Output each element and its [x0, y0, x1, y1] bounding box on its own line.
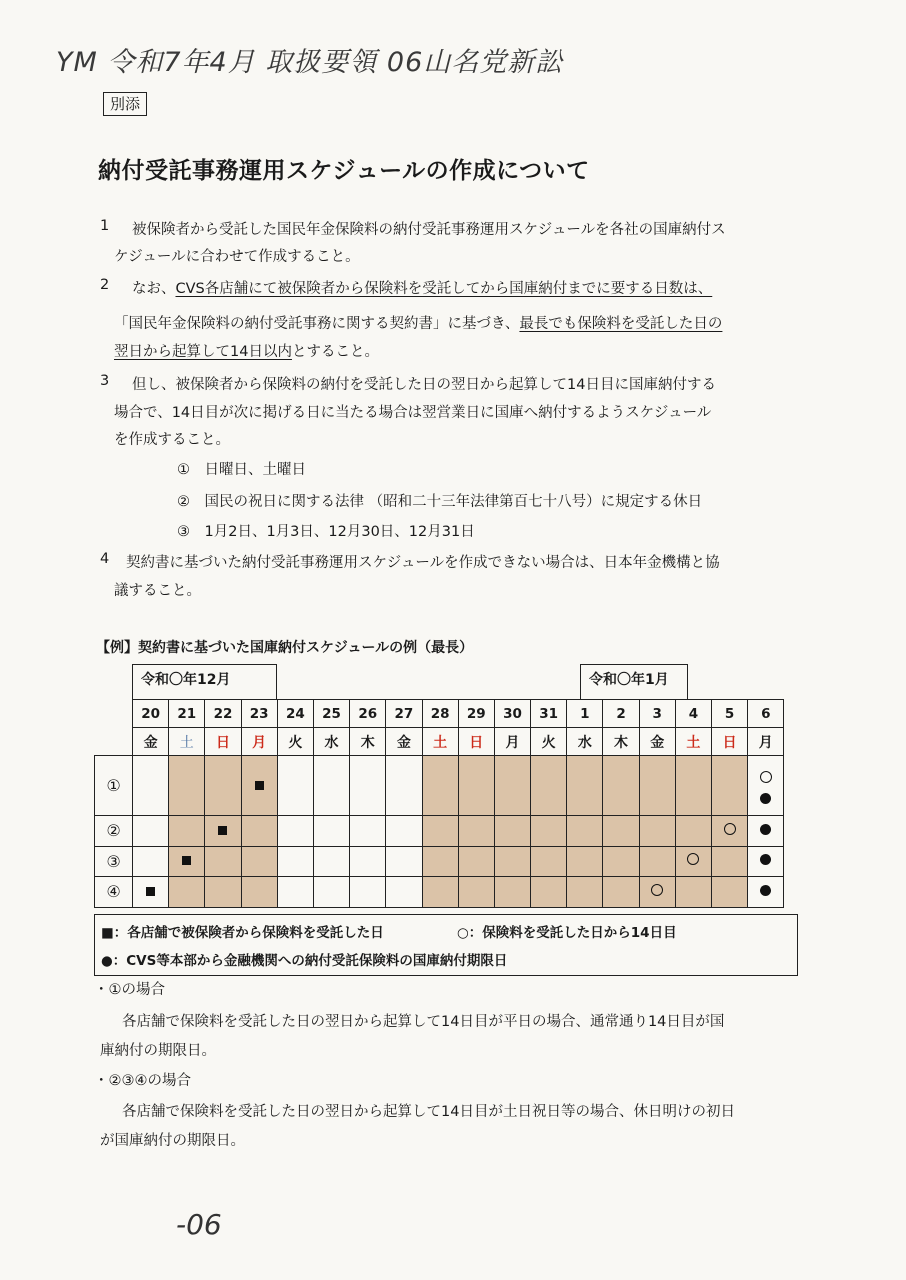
schedule-cell	[712, 846, 748, 877]
item-3-number: 3	[100, 373, 110, 389]
item-2-line-2: 「国民年金保険料の納付受託事務に関する契約書」に基づき、最長でも保険料を受託した日の	[114, 316, 723, 332]
schedule-cell	[494, 877, 530, 908]
date-cell: 22	[205, 700, 241, 728]
item-2-underlined-1: CVS各店舗にて被保険者から保険料を受託してから国庫納付までに要する日数は、	[175, 281, 713, 297]
schedule-cell	[386, 846, 422, 877]
date-cell: 28	[422, 700, 458, 728]
note-2-line-2: が国庫納付の期限日。	[100, 1133, 245, 1149]
received-marker	[255, 781, 264, 790]
schedule-cell	[748, 756, 784, 816]
item-1-number: 1	[100, 218, 110, 234]
schedule-cell	[169, 846, 205, 877]
date-cell: 24	[277, 700, 313, 728]
weekday-cell: 日	[205, 728, 241, 756]
schedule-cell	[277, 816, 313, 847]
schedule-cell	[241, 756, 277, 816]
day14-marker	[651, 884, 663, 896]
date-cell: 1	[567, 700, 603, 728]
row-label: ②	[95, 816, 133, 847]
item-2-underlined-3: 翌日から起算して14日以内	[114, 344, 292, 360]
received-marker	[218, 826, 227, 835]
legend-circle: ○：保険料を受託した日から14日目	[457, 925, 677, 941]
handwritten-header: YM 令和7年4月 取扱要領 06山名党新訟	[56, 47, 564, 78]
weekday-cell: 金	[639, 728, 675, 756]
schedule-cell	[386, 877, 422, 908]
schedule-row	[95, 846, 784, 877]
schedule-cell	[639, 756, 675, 816]
schedule-cell	[712, 816, 748, 847]
item-3-sub-3: ③ 1月2日、1月3日、12月30日、12月31日	[177, 524, 475, 540]
date-cell: 25	[313, 700, 349, 728]
schedule-cell	[133, 816, 169, 847]
schedule-cell	[350, 846, 386, 877]
schedule-cell	[205, 756, 241, 816]
schedule-cell	[531, 877, 567, 908]
date-cell: 4	[675, 700, 711, 728]
era-label-december: 令和〇年12月	[132, 664, 277, 699]
item-4-line-1: 契約書に基づいた納付受託事務運用スケジュールを作成できない場合は、日本年金機構と協	[126, 555, 720, 571]
schedule-cell	[277, 877, 313, 908]
schedule-cell	[241, 816, 277, 847]
item-3-line-1: 但し、被保険者から保険料の納付を受託した日の翌日から起算して14日目に国庫納付する	[132, 377, 716, 393]
weekday-cell: 日	[712, 728, 748, 756]
weekday-cell: 月	[748, 728, 784, 756]
page-number: -06	[176, 1208, 222, 1241]
schedule-cell	[748, 877, 784, 908]
received-marker	[146, 887, 155, 896]
date-cell: 3	[639, 700, 675, 728]
row-label: ③	[95, 846, 133, 877]
note-1-heading: ・①の場合	[94, 982, 165, 998]
item-3-sub-1: ① 日曜日、土曜日	[177, 462, 306, 478]
received-marker	[182, 856, 191, 865]
date-cell: 29	[458, 700, 494, 728]
deadline-marker	[760, 824, 771, 835]
document-title: 納付受託事務運用スケジュールの作成について	[98, 158, 590, 184]
note-1-line-1: 各店舗で保険料を受託した日の翌日から起算して14日目が平日の場合、通常通り14日目が国	[122, 1014, 725, 1030]
schedule-cell	[350, 877, 386, 908]
item-1-line-1: 被保険者から受託した国民年金保険料の納付受託事務運用スケジュールを各社の国庫納付ス	[132, 222, 726, 238]
schedule-cell	[567, 877, 603, 908]
legend-dot: ●：CVS等本部から金融機関への納付受託保険料の国庫納付期限日	[101, 953, 508, 969]
schedule-cell	[133, 756, 169, 816]
schedule-cell	[205, 816, 241, 847]
schedule-cell	[313, 756, 349, 816]
schedule-row	[95, 756, 784, 816]
item-2-line-3: 翌日から起算して14日以内とすること。	[114, 344, 379, 360]
item-4-line-2: 議すること。	[114, 583, 201, 599]
schedule-cell	[567, 756, 603, 816]
legend-box	[94, 914, 798, 976]
schedule-cell	[350, 756, 386, 816]
era-label-january: 令和〇年1月	[580, 664, 688, 699]
schedule-cell	[531, 756, 567, 816]
schedule-cell	[567, 816, 603, 847]
item-4-number: 4	[100, 551, 110, 567]
weekday-cell: 木	[603, 728, 639, 756]
item-2-number: 2	[100, 277, 110, 293]
schedule-cell	[675, 846, 711, 877]
item-2-line-1: なお、CVS各店舗にて被保険者から保険料を受託してから国庫納付までに要する日数は、	[132, 281, 713, 297]
schedule-cell	[241, 846, 277, 877]
weekday-cell: 月	[494, 728, 530, 756]
weekday-cell: 土	[675, 728, 711, 756]
item-3-line-3: を作成すること。	[114, 432, 230, 448]
schedule-cell	[712, 877, 748, 908]
weekday-cell: 金	[386, 728, 422, 756]
attachment-label: 別添	[103, 92, 147, 116]
item-3-sub-2: ② 国民の祝日に関する法律 （昭和二十三年法律第百七十八号）に規定する休日	[177, 494, 703, 510]
schedule-row	[95, 877, 784, 908]
schedule-cell	[133, 846, 169, 877]
schedule-cell	[748, 846, 784, 877]
weekday-cell: 水	[313, 728, 349, 756]
day14-marker	[760, 771, 772, 783]
weekday-cell: 火	[277, 728, 313, 756]
schedule-cell	[205, 877, 241, 908]
schedule-cell	[639, 846, 675, 877]
schedule-row	[95, 816, 784, 847]
item-2-underlined-2: 最長でも保険料を受託した日の	[519, 316, 723, 332]
legend-square: ■：各店舗で被保険者から保険料を受託した日	[101, 925, 384, 941]
example-title: 【例】契約書に基づいた国庫納付スケジュールの例（最長）	[96, 640, 474, 656]
schedule-cell	[458, 816, 494, 847]
schedule-cell	[458, 846, 494, 877]
schedule-cell	[675, 756, 711, 816]
note-1-line-2: 庫納付の期限日。	[100, 1043, 216, 1059]
date-cell: 26	[350, 700, 386, 728]
day14-marker	[687, 853, 699, 865]
schedule-cell	[748, 816, 784, 847]
row-label: ④	[95, 877, 133, 908]
date-cell: 21	[169, 700, 205, 728]
schedule-cell	[712, 756, 748, 816]
calendar-header	[132, 699, 784, 756]
note-2-line-1: 各店舗で保険料を受託した日の翌日から起算して14日目が土日祝日等の場合、休日明けの初日	[122, 1104, 735, 1120]
schedule-cell	[494, 756, 530, 816]
schedule-cell	[133, 877, 169, 908]
schedule-cell	[277, 846, 313, 877]
weekday-cell: 土	[422, 728, 458, 756]
schedule-cell	[422, 756, 458, 816]
schedule-cell	[241, 877, 277, 908]
schedule-cell	[169, 877, 205, 908]
schedule-cell	[531, 816, 567, 847]
weekday-cell: 火	[531, 728, 567, 756]
deadline-marker	[760, 793, 771, 804]
note-2-heading: ・②③④の場合	[94, 1073, 191, 1089]
deadline-marker	[760, 854, 771, 865]
schedule-rows	[94, 755, 784, 908]
schedule-cell	[422, 877, 458, 908]
schedule-cell	[169, 816, 205, 847]
date-cell: 31	[531, 700, 567, 728]
schedule-cell	[639, 877, 675, 908]
schedule-cell	[567, 846, 603, 877]
schedule-cell	[386, 816, 422, 847]
schedule-cell	[350, 816, 386, 847]
weekday-cell: 土	[169, 728, 205, 756]
date-cell: 5	[712, 700, 748, 728]
weekday-cell: 月	[241, 728, 277, 756]
weekday-cell: 日	[458, 728, 494, 756]
schedule-cell	[422, 816, 458, 847]
row-label: ①	[95, 756, 133, 816]
schedule-cell	[675, 877, 711, 908]
item-3-line-2: 場合で、14日目が次に掲げる日に当たる場合は翌営業日に国庫へ納付するようスケジュール	[114, 405, 712, 421]
schedule-cell	[313, 816, 349, 847]
schedule-cell	[603, 846, 639, 877]
schedule-cell	[205, 846, 241, 877]
schedule-cell	[531, 846, 567, 877]
schedule-cell	[494, 846, 530, 877]
schedule-cell	[313, 846, 349, 877]
date-cell: 2	[603, 700, 639, 728]
schedule-cell	[313, 877, 349, 908]
schedule-cell	[603, 877, 639, 908]
date-cell: 27	[386, 700, 422, 728]
weekday-cell: 木	[350, 728, 386, 756]
schedule-cell	[458, 756, 494, 816]
weekday-cell: 金	[133, 728, 169, 756]
date-cell: 30	[494, 700, 530, 728]
schedule-cell	[494, 816, 530, 847]
date-cell: 23	[241, 700, 277, 728]
schedule-cell	[277, 756, 313, 816]
schedule-cell	[603, 816, 639, 847]
date-cell: 20	[133, 700, 169, 728]
schedule-cell	[639, 816, 675, 847]
item-1-line-2: ケジュールに合わせて作成すること。	[114, 249, 360, 265]
day14-marker	[724, 823, 736, 835]
schedule-cell	[386, 756, 422, 816]
weekday-cell: 水	[567, 728, 603, 756]
deadline-marker	[760, 885, 771, 896]
schedule-cell	[169, 756, 205, 816]
schedule-cell	[603, 756, 639, 816]
schedule-cell	[458, 877, 494, 908]
date-cell: 6	[748, 700, 784, 728]
schedule-cell	[675, 816, 711, 847]
schedule-cell	[422, 846, 458, 877]
